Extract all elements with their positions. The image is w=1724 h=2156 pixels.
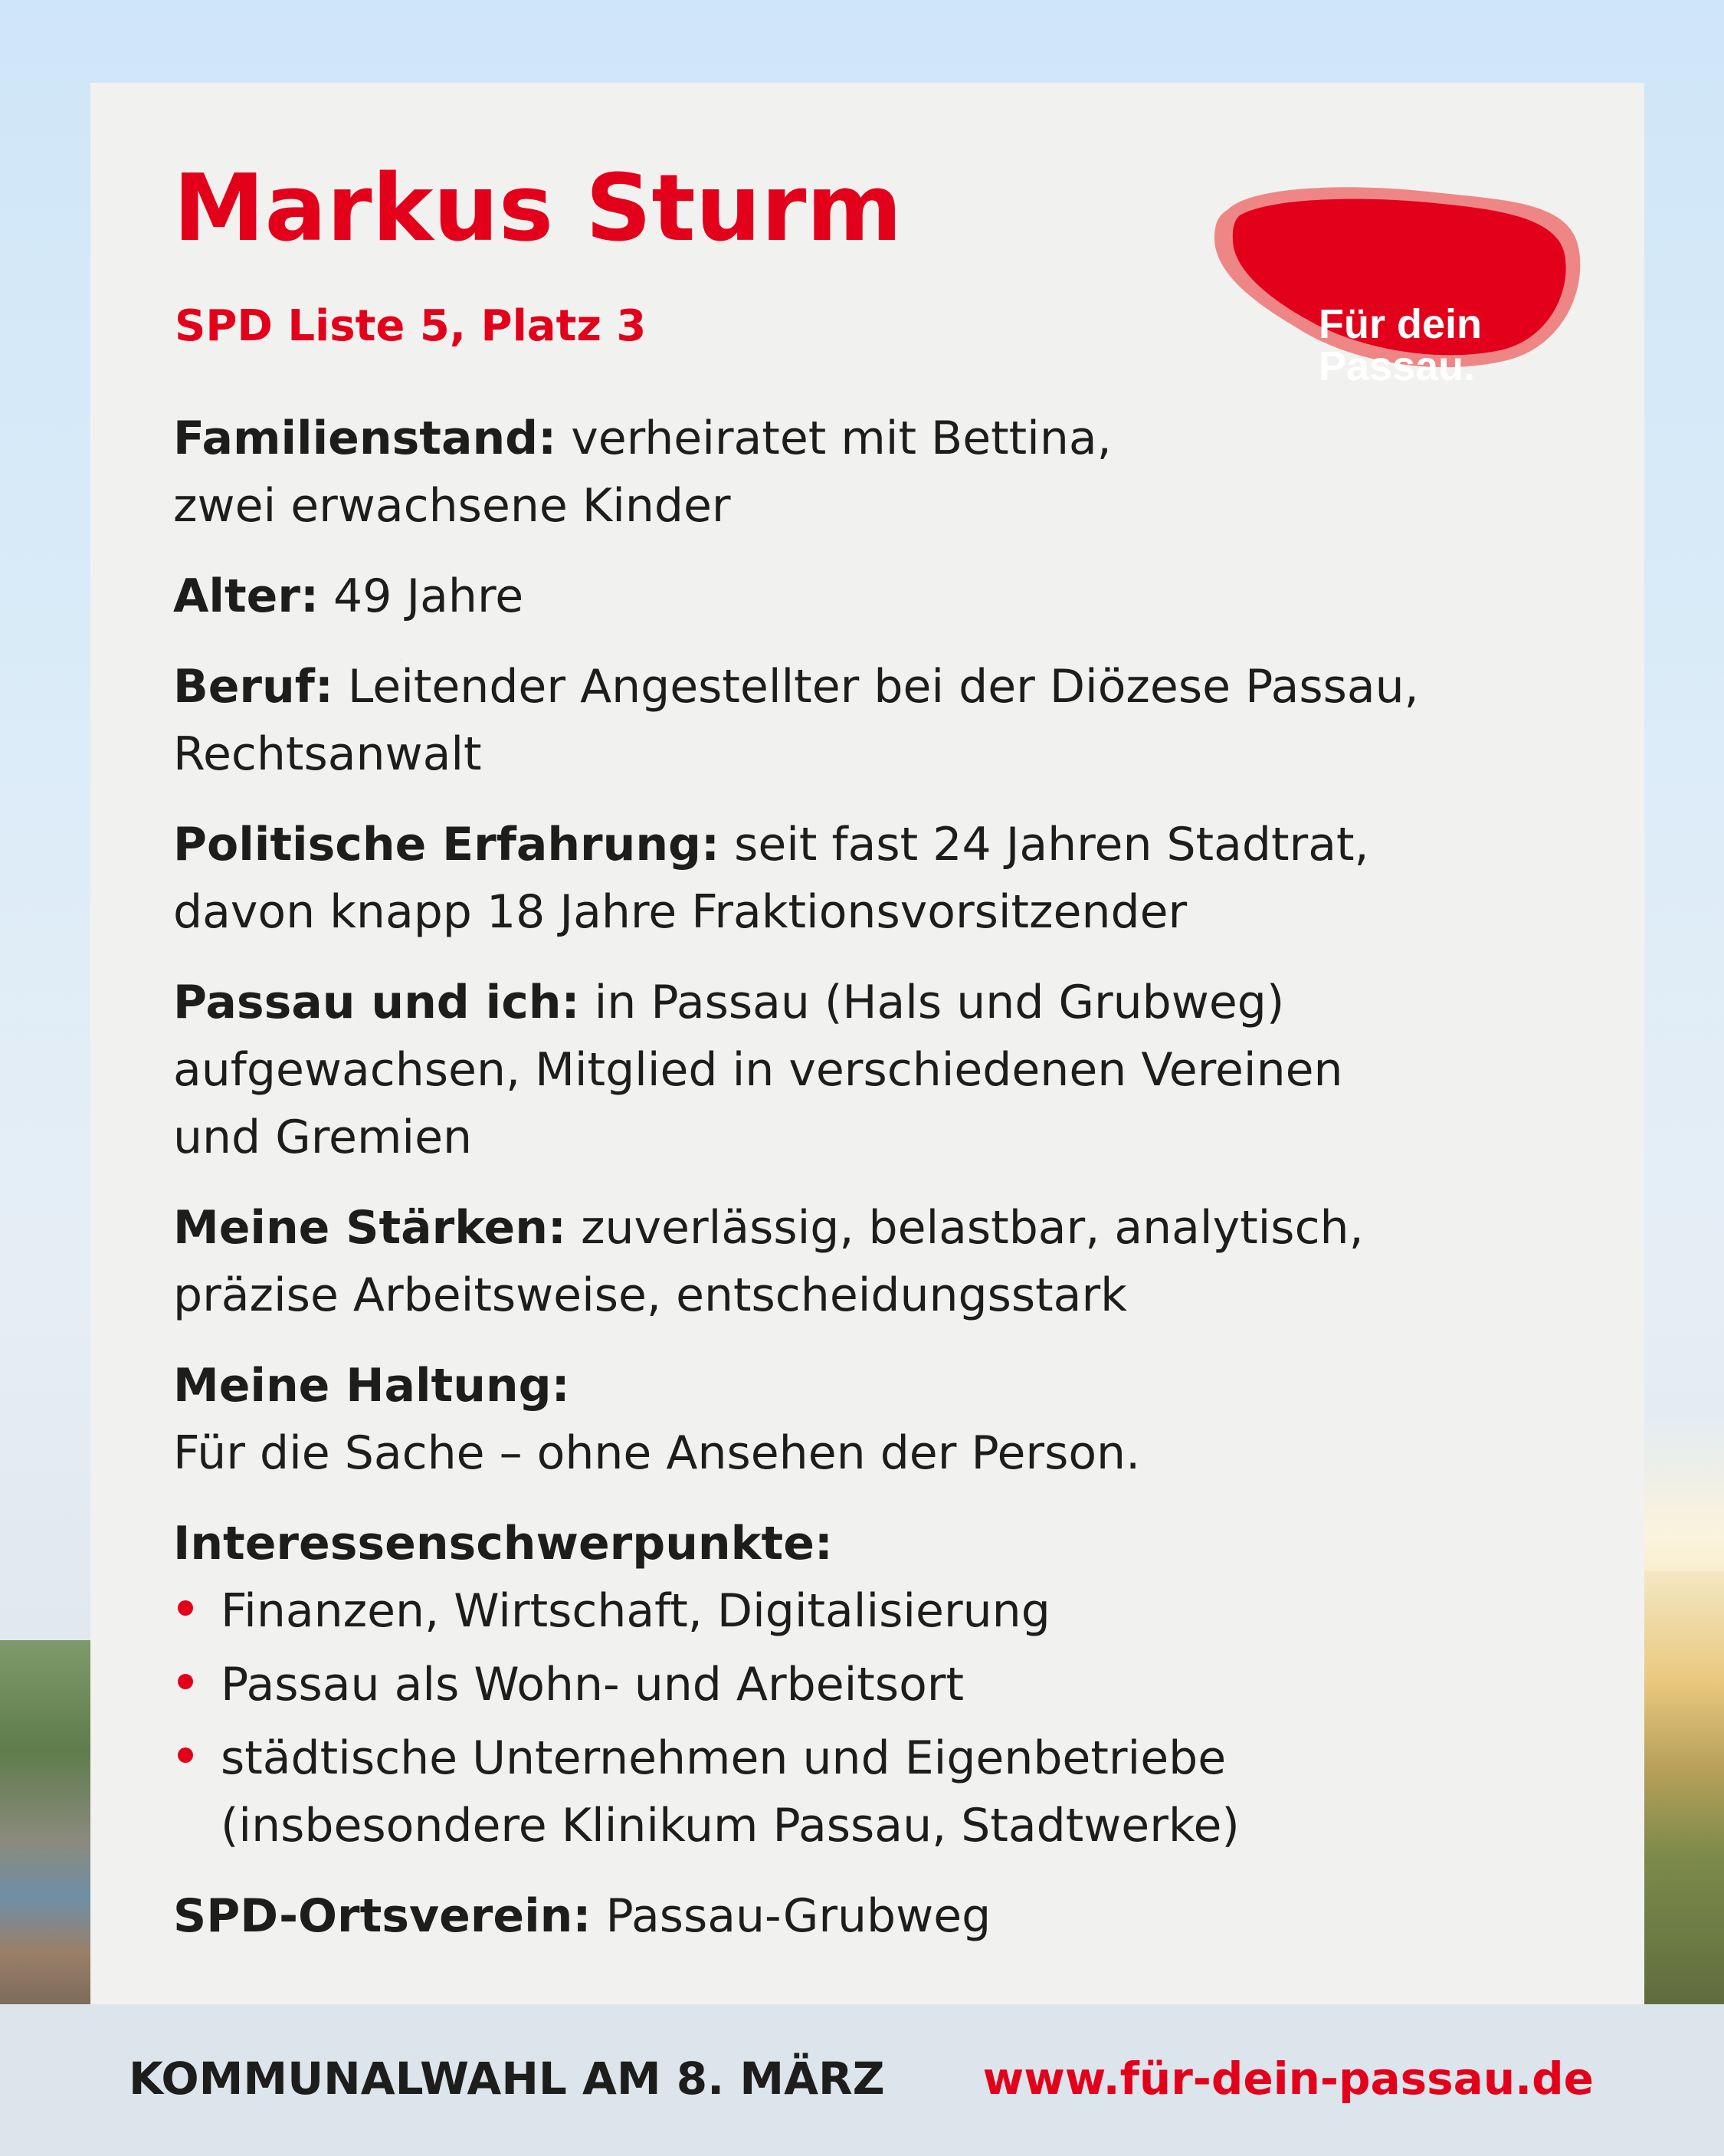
entry-value: in Passau (Hals und Grubweg): [594, 976, 1285, 1029]
entry-passau-und-ich: [173, 969, 1614, 1171]
entry-value: seit fast 24 Jahren Stadtrat,: [734, 818, 1369, 871]
interest-text: (insbesondere Klinikum Passau, Stadtwerke): [221, 1799, 1240, 1852]
entry-label: Beruf:: [173, 660, 333, 714]
entry-familienstand: [173, 405, 1614, 540]
bullet-dot-icon: [178, 1600, 193, 1616]
footer-bar: [0, 2004, 1724, 2156]
logo-text: [1319, 301, 1482, 389]
interests-list: [173, 1577, 1614, 1859]
entry-label: Politische Erfahrung:: [173, 818, 719, 871]
list-position: SPD Liste 5, Platz 3: [175, 301, 647, 351]
entry-label: Meine Stärken:: [173, 1201, 566, 1255]
list-item: [173, 1651, 1614, 1718]
logo-line-2: Passau.: [1319, 343, 1476, 389]
website-link[interactable]: www.für-dein-passau.de: [982, 2053, 1594, 2105]
background-trees-right: [1640, 1571, 1724, 2008]
entry-label: Familienstand:: [173, 412, 557, 465]
interest-text: Passau als Wohn- und Arbeitsort: [221, 1658, 964, 1711]
entry-politische-erfahrung: [173, 811, 1614, 946]
entry-value: zuverlässig, belastbar, analytisch,: [581, 1201, 1364, 1255]
background-city-left: [0, 1640, 96, 2008]
entry-value: und Gremien: [173, 1111, 473, 1164]
bullet-dot-icon: [178, 1747, 193, 1763]
list-item: [173, 1724, 1614, 1859]
interest-text: städtische Unternehmen und Eigenbetriebe: [221, 1731, 1227, 1785]
entry-value: Passau-Grubweg: [605, 1889, 991, 1943]
entry-value: davon knapp 18 Jahre Fraktionsvorsitzender: [173, 885, 1188, 939]
entry-value: zwei erwachsene Kinder: [173, 479, 731, 533]
entry-label: Passau und ich:: [173, 976, 580, 1029]
entry-label: SPD-Ortsverein:: [173, 1889, 592, 1943]
interest-text: Finanzen, Wirtschaft, Digitalisierung: [221, 1584, 1050, 1638]
entry-value: Rechtsanwalt: [173, 727, 482, 781]
interests-heading: Interessenschwerpunkte:: [173, 1517, 833, 1570]
entry-value: aufgewachsen, Mitglied in verschiedenen Vereinen: [173, 1043, 1343, 1097]
entry-label: Meine Haltung:: [173, 1359, 570, 1413]
entry-value: präzise Arbeitsweise, entscheidungsstark: [173, 1268, 1127, 1322]
entry-label: Alter:: [173, 569, 319, 623]
logo-line-1: Für dein: [1319, 301, 1482, 347]
profile-card: [90, 83, 1644, 2004]
profile-details: [173, 405, 1614, 1973]
entry-value: verheiratet mit Bettina,: [571, 412, 1112, 465]
entry-value: Leitender Angestellter bei der Diözese Passau,: [347, 660, 1419, 714]
entry-value: 49 Jahre: [333, 569, 524, 623]
campaign-logo: [1205, 171, 1588, 389]
entry-ortsverein: [173, 1882, 1614, 1950]
entry-value: Für die Sache – ohne Ansehen der Person.: [173, 1426, 1141, 1480]
entry-beruf: [173, 653, 1614, 788]
candidate-name: Markus Sturm: [173, 156, 903, 262]
entry-alter: [173, 563, 1614, 630]
bullet-dot-icon: [178, 1674, 193, 1689]
list-item: [173, 1577, 1614, 1645]
entry-staerken: [173, 1194, 1614, 1329]
election-date: KOMMUNALWAHL AM 8. MÄRZ: [129, 2053, 885, 2105]
entry-haltung: [173, 1352, 1614, 1487]
